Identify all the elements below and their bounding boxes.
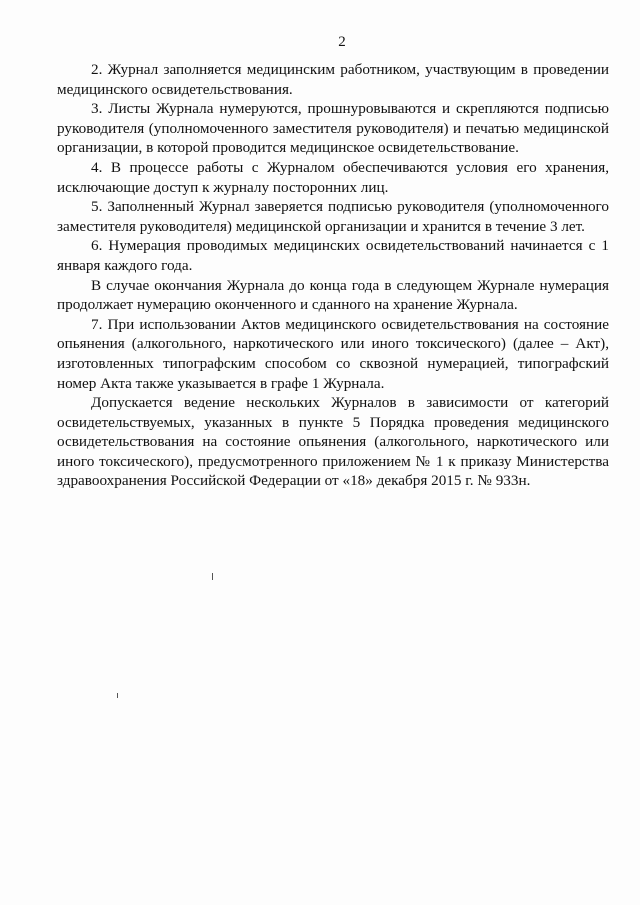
page-number: 2 — [338, 34, 346, 50]
paragraph-item-5: 5. Заполненный Журнал заверяется подписью руководителя (уполномоченного заместителя руководителя) медицинской организации и хранится в течение 3 лет. — [57, 198, 609, 235]
document-body — [57, 60, 609, 491]
paragraph-item-4: 4. В процессе работы с Журналом обеспечиваются условия его хранения, исключающие доступ к журналу посторонних лиц. — [57, 158, 609, 196]
paragraph-item-2: 2. Журнал заполняется медицинским работником, участвующим в проведении медицинского освидетельствования. — [57, 61, 609, 98]
paragraph-item-7: 7. При использовании Актов медицинского освидетельствования на состояние опьянения (алкогольного, наркотического или иного токсического) (далее – Акт), изготовленных типографским способом со сквозной нумерацией, типографский номер Акта также указывается в графе 1 Журнала. — [57, 315, 609, 392]
paragraph-multiple-journals: Допускается ведение нескольких Журналов в зависимости от категорий освидетельствуемых, указанных в пункте 5 Порядка проведения медицинского освидетельствования на состояние опьянения (алкогольного, наркотического или иного токсического), предусмотренного приложением № 1 к приказу Министерства здравоохранения Российской Федерации от «18» декабря 2015 г. № 933н. — [57, 394, 609, 490]
paragraph-item-6: 6. Нумерация проводимых медицинских освидетельствований начинается с 1 января каждого года. — [57, 237, 609, 274]
paragraph-item-3: 3. Листы Журнала нумеруются, прошнуровываются и скрепляются подписью руководителя (уполномоченного заместителя руководителя) и печатью медицинской организации, в которой проводится медицинское освидетельствование. — [57, 100, 609, 157]
scan-speck — [117, 693, 118, 698]
paragraph-numbering-continuation: В случае окончания Журнала до конца года в следующем Журнале нумерация продолжает нумерацию оконченного и сданного на хранение Журнала. — [57, 276, 609, 314]
scan-speck — [212, 573, 213, 580]
